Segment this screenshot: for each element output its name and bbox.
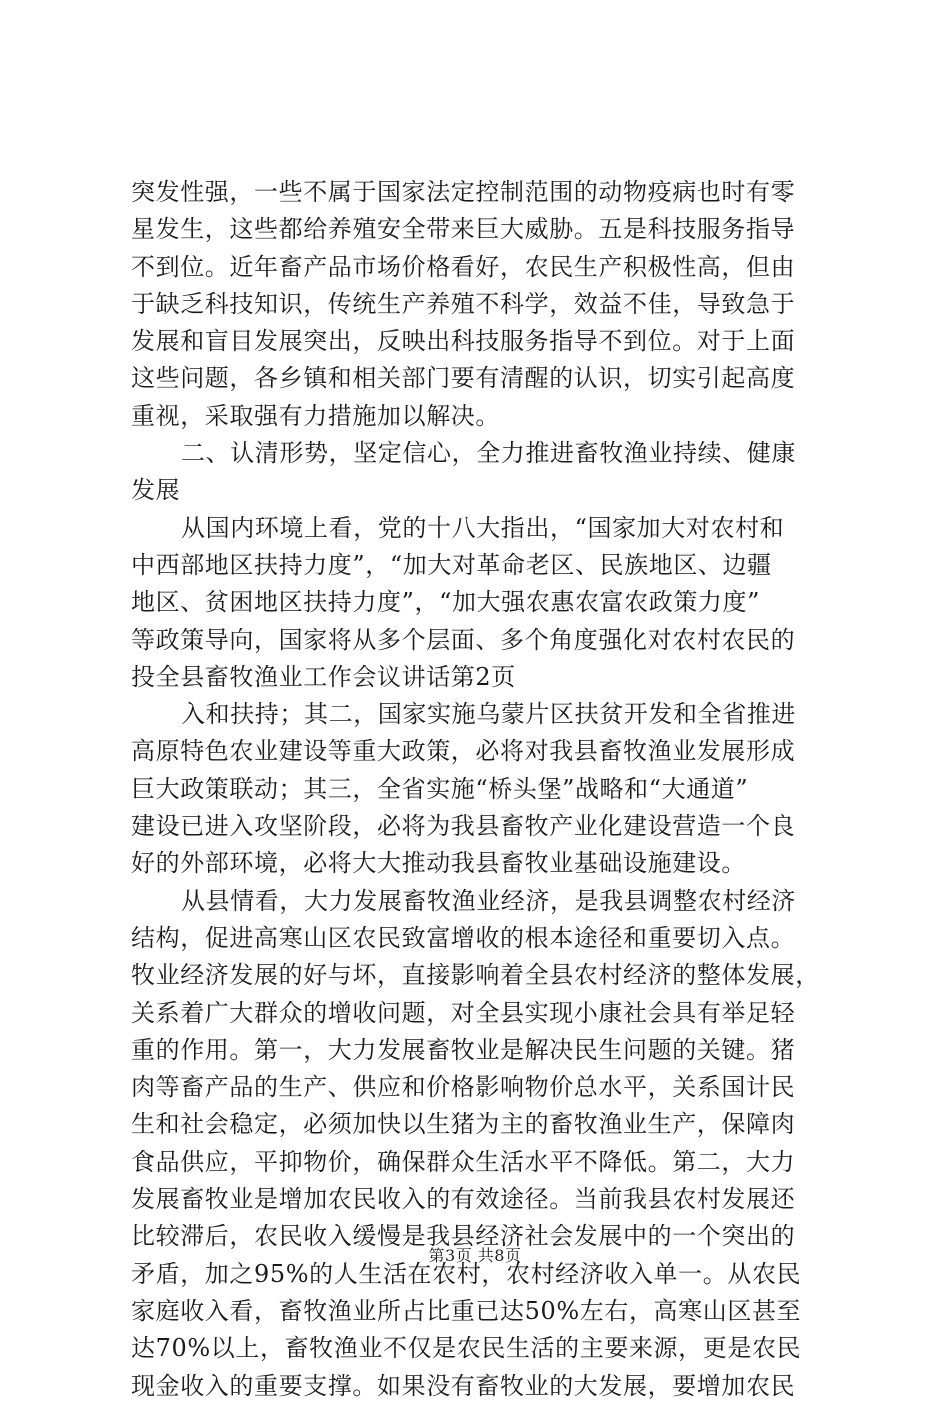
- text-line: 发展畜牧业是增加农民收入的有效途径。当前我县农村发展还: [131, 1185, 796, 1214]
- text-line: 突发性强，一些不属于国家法定控制范围的动物疫病也时有零: [131, 178, 796, 206]
- text-line: 肉等畜产品的生产、供应和价格影响物价总水平，关系国计民: [131, 1073, 796, 1102]
- text-line: 比较滞后，农民收入缓慢是我县经济社会发展中的一个突出的: [131, 1222, 796, 1251]
- text-line: 不到位。近年畜产品市场价格看好，农民生产积极性高，但由: [131, 252, 796, 281]
- text-line: 重视，采取强有力措施加以解决。: [131, 401, 500, 430]
- text-line: 食品供应，平抑物价，确保群众生活水平不降低。第二，大力: [131, 1147, 796, 1176]
- text-line: 牧业经济发展的好与坏，直接影响着全县农村经济的整体发展，: [131, 961, 820, 990]
- text-line: 星发生，这些都给养殖安全带来巨大威胁。五是科技服务指导: [131, 215, 796, 244]
- text-line: 高原特色农业建设等重大政策，必将对我县畜牧渔业发展形成: [131, 737, 796, 766]
- text-line: 现金收入的重要支撑。如果没有畜牧业的大发展，要增加农民: [131, 1371, 796, 1400]
- text-line: 二、认清形势，坚定信心，全力推进畜牧渔业持续、健康: [181, 439, 796, 468]
- text-line: 这些问题，各乡镇和相关部门要有清醒的认识，切实引起高度: [131, 364, 796, 393]
- text-line: 建设已进入攻坚阶段，必将为我县畜牧产业化建设营造一个良: [131, 812, 796, 841]
- text-line: 入和扶持；其二，国家实施乌蒙片区扶贫开发和全省推进: [181, 700, 796, 729]
- text-line: 地区、贫困地区扶持力度”，“加大强农惠农富农政策力度”: [131, 588, 761, 617]
- text-line: 发展: [131, 476, 181, 505]
- document-body: [131, 174, 831, 1405]
- text-line: 于缺乏科技知识，传统生产养殖不科学，效益不佳，导致急于: [131, 289, 796, 318]
- text-line: 好的外部环境，必将大大推动我县畜牧业基础设施建设。: [131, 849, 746, 878]
- text-line: 从国内环境上看，党的十八大指出，“国家加大对农村和: [181, 513, 785, 542]
- text-line: 关系着广大群众的增收问题，对全县实现小康社会具有举足轻: [131, 998, 796, 1027]
- page-number-footer: 第3页 共8页: [428, 1246, 522, 1265]
- text-line: 发展和盲目发展突出，反映出科技服务指导不到位。对于上面: [131, 327, 796, 356]
- text-line: 重的作用。第一，大力发展畜牧业是解决民生问题的关键。猪: [131, 1035, 796, 1064]
- text-line: 巨大政策联动；其三，全省实施“桥头堡”战略和“大通道”: [131, 774, 749, 803]
- text-line: 从县情看，大力发展畜牧渔业经济，是我县调整农村经济: [181, 886, 796, 915]
- text-line: 中西部地区扶持力度”，“加大对革命老区、民族地区、边疆: [131, 550, 772, 579]
- text-line: 家庭收入看，畜牧渔业所占比重已达50%左右，高寒山区甚至: [131, 1296, 802, 1325]
- text-line: 结构，促进高寒山区农民致富增收的根本途径和重要切入点。: [131, 923, 796, 952]
- text-line: 生和社会稳定，必须加快以生猪为主的畜牧渔业生产，保障肉: [131, 1110, 796, 1139]
- text-line: 达70%以上，畜牧渔业不仅是农民生活的主要来源，更是农民: [131, 1334, 802, 1363]
- text-line: 投全县畜牧渔业工作会议讲话第2页: [131, 662, 516, 691]
- text-line: 等政策导向，国家将从多个层面、多个角度强化对农村农民的: [131, 625, 796, 654]
- text-line: 矛盾，加之95%的人生活在农村，农村经济收入单一。从农民: [131, 1259, 802, 1288]
